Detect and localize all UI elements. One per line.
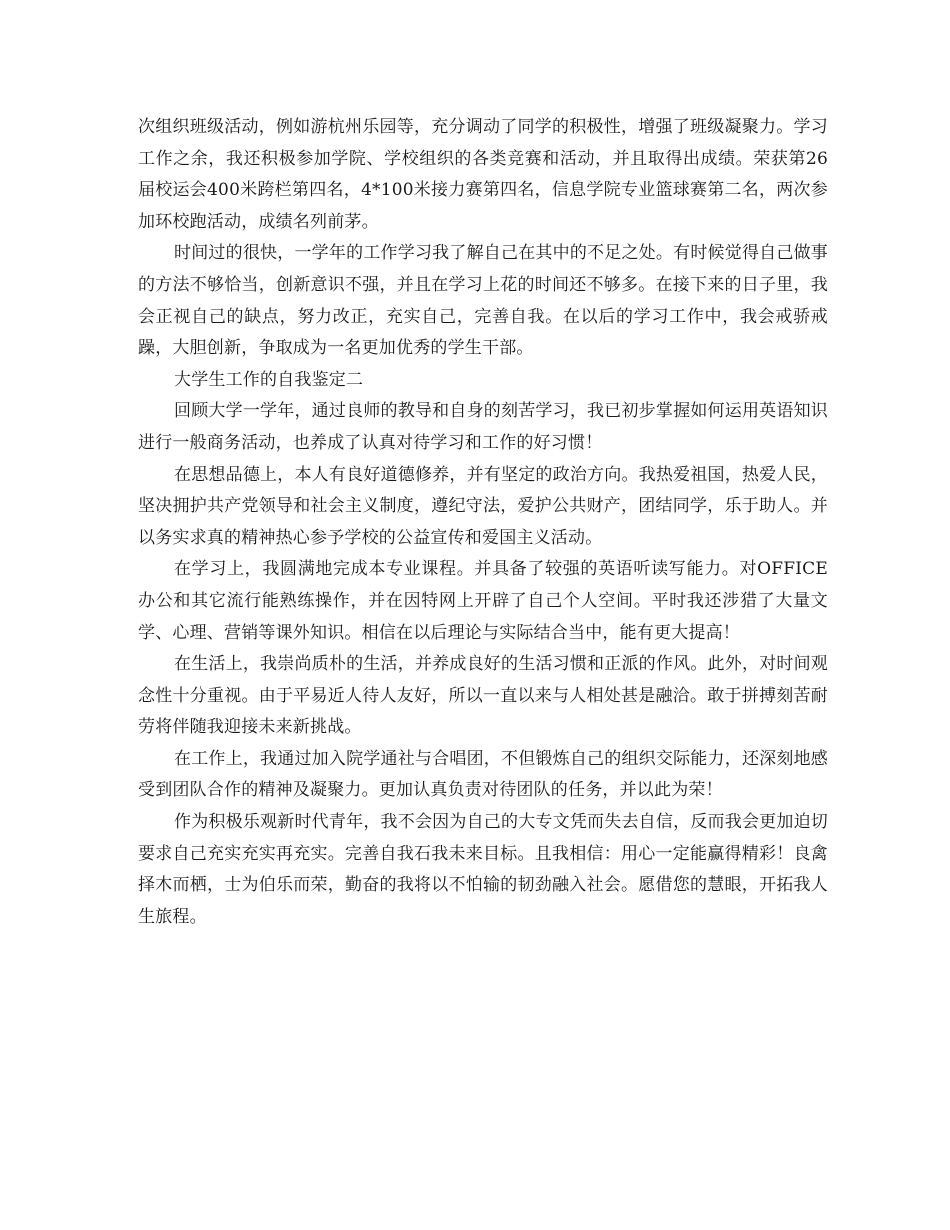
paragraph-continuation: 次组织班级活动，例如游杭州乐园等，充分调动了同学的积极性，增强了班级凝聚力。学习工作之余，我还积极参加学院、学校组织的各类竞赛和活动，并且取得出成绩。荣获第26届校运会400米跨栏第四名，4*100米接力赛第四名，信息学院专业篮球赛第二名，两次参加环校跑活动，成绩名列前茅。 bbox=[138, 117, 828, 232]
paragraph-work: 在工作上，我通过加入院学通社与合唱团，不但锻炼自己的组织交际能力，还深刻地感受到团队合作的精神及凝聚力。更加认真负责对待团队的任务，并以此为荣！ bbox=[138, 748, 828, 801]
document-page bbox=[138, 112, 828, 933]
paragraph-shortcomings: 时间过的很快，一学年的工作学习我了解自己在其中的不足之处。有时候觉得自己做事的方法不够恰当，创新意识不强，并且在学习上花的时间还不够多。在接下来的日子里，我会正视自己的缺点，努力改正，充实自己，完善自我。在以后的学习工作中，我会戒骄戒躁，大胆创新，争取成为一名更加优秀的学生干部。 bbox=[138, 243, 828, 359]
section-heading: 大学生工作的自我鉴定二 bbox=[174, 369, 364, 390]
paragraph-life: 在生活上，我崇尚质朴的生活，并养成良好的生活习惯和正派的作风。此外，对时间观念性十分重视。由于平易近人待人友好，所以一直以来与人相处甚是融洽。敢于拼搏刻苦耐劳将伴随我迎接未来新挑战。 bbox=[138, 654, 828, 738]
paragraph-review: 回顾大学一学年，通过良师的教导和自身的刻苦学习，我已初步掌握如何运用英语知识进行一般商务活动，也养成了认真对待学习和工作的好习惯！ bbox=[138, 401, 828, 453]
paragraph-study: 在学习上，我圆满地完成本专业课程。并具备了较强的英语听读写能力。对OFFICE办公和其它流行能熟练操作，并在因特网上开辟了自己个人空间。平时我还涉猎了大量文学、心理、营销等课外知识。相信在以后理论与实际结合当中，能有更大提高！ bbox=[138, 559, 828, 643]
paragraph-ideology: 在思想品德上，本人有良好道德修养，并有坚定的政治方向。我热爱祖国，热爱人民，坚决拥护共产党领导和社会主义制度，遵纪守法，爱护公共财产，团结同学，乐于助人。并以务实求真的精神热心参予学校的公益宣传和爱国主义活动。 bbox=[138, 464, 828, 548]
paragraph-conclusion: 作为积极乐观新时代青年，我不会因为自己的大专文凭而失去自信，反而我会更加迫切要求自己充实充实再充实。完善自我石我未来目标。且我相信：用心一定能赢得精彩！良禽择木而栖，士为伯乐而荣，勤奋的我将以不怕输的韧劲融入社会。愿借您的慧眼，开拓我人生旅程。 bbox=[138, 812, 828, 927]
